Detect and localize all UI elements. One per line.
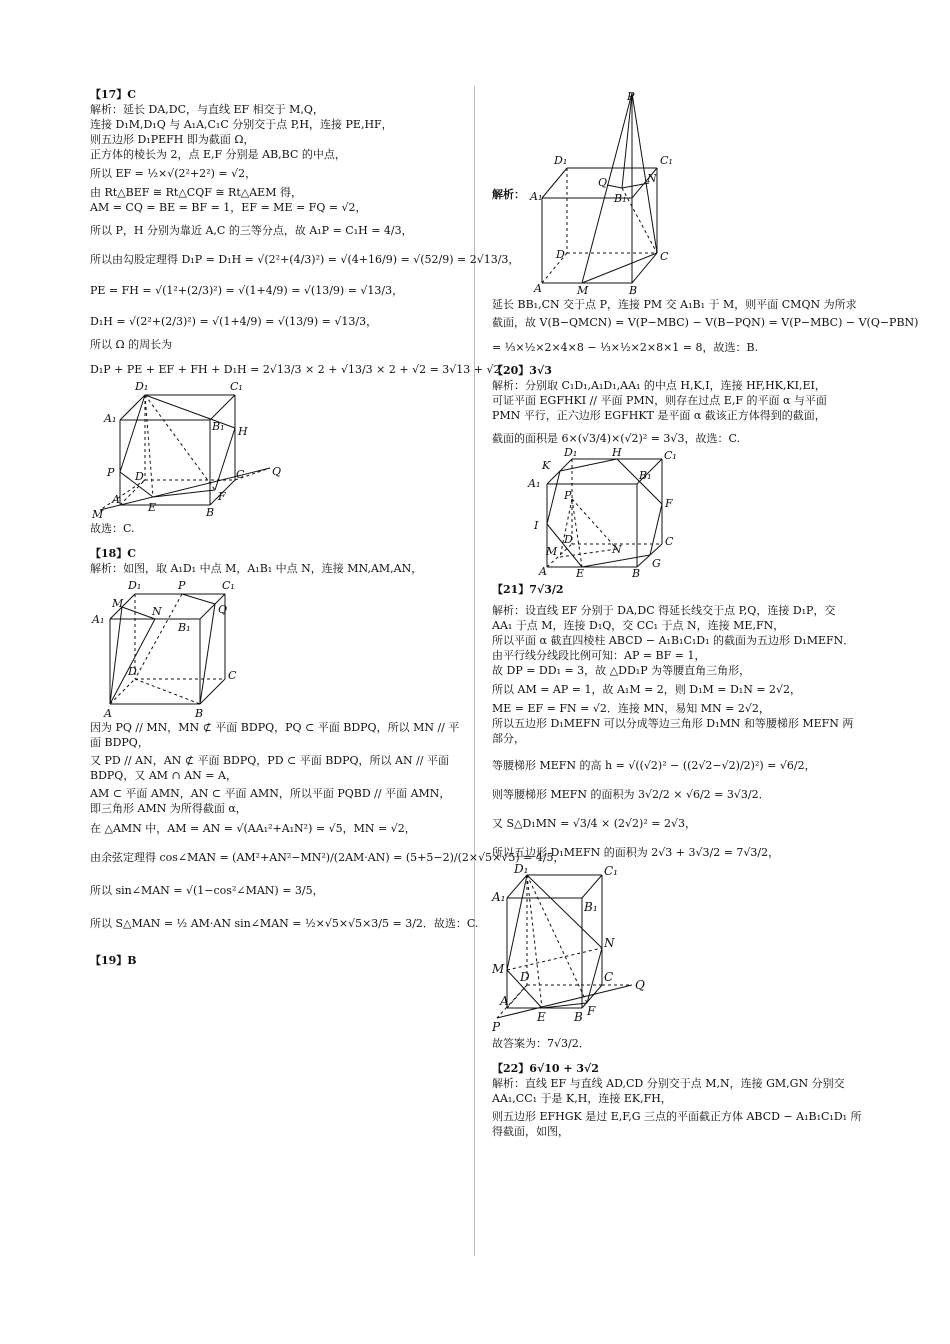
problem-22 xyxy=(492,1062,862,1140)
fig19-label: C xyxy=(660,250,669,263)
fig20-label: C₁ xyxy=(664,449,677,462)
figure-19-cube xyxy=(532,88,712,298)
fig20-label: K xyxy=(542,459,551,472)
text-line: 面 BDPQ， xyxy=(90,736,149,749)
problem-21 xyxy=(492,583,862,1052)
fig18-label: N xyxy=(152,605,162,618)
text-line: 又 S△D₁MN = √3/4 × (2√2)² = 2√3， xyxy=(492,817,696,830)
fig17-label: D₁ xyxy=(135,380,149,393)
fig21-label: B₁ xyxy=(584,900,598,914)
text-line: 所以平面 α 截直四棱柱 ABCD − A₁B₁C₁D₁ 的截面为五边形 D₁MEFN． xyxy=(492,634,855,647)
fig18-label: D₁ xyxy=(128,579,142,592)
fig17-label: B xyxy=(206,506,215,519)
text-line: 解析：如图，取 A₁D₁ 中点 M，A₁B₁ 中点 N，连接 MN,AM,AN， xyxy=(90,562,423,575)
fig18-label: C₁ xyxy=(222,579,235,592)
problem-19-solution xyxy=(492,88,862,298)
problem-17 xyxy=(90,88,520,537)
text-line: 部分， xyxy=(492,732,525,745)
fig18-label: B xyxy=(195,707,204,720)
text-line: AM = CQ = BE = BF = 1，EF = ME = FQ = √2， xyxy=(90,201,367,214)
text-line: 在 △AMN 中，AM = AN = √(AA₁²+A₁N²) = √5，MN = √2， xyxy=(90,822,416,835)
text-line: 所以 Ω 的周长为 xyxy=(90,338,173,351)
text-line: 所以 EF = ½×√(2²+2²) = √2， xyxy=(90,167,257,180)
figure-17-cube xyxy=(90,380,290,520)
fig17-label: P xyxy=(107,466,115,479)
text-line: 解析：分别取 C₁D₁,A₁D₁,AA₁ 的中点 H,K,I，连接 HF,HK,KI,EI， xyxy=(492,379,826,392)
fig19-label: A₁ xyxy=(530,190,543,203)
text-line: ME = EF = FN = √2．连接 MN，易知 MN = 2√2， xyxy=(492,702,770,715)
fig18-label: D xyxy=(128,665,137,678)
text-line: 延长 BB₁,CN 交于点 P，连接 PM 交 A₁B₁ 于 M，则平面 CMQN 为所求 xyxy=(492,298,857,311)
fig20-label: C xyxy=(665,535,674,548)
fig17-label: Q xyxy=(272,465,282,478)
text-line: 解析：延长 DA,DC，与直线 EF 相交于 M,Q， xyxy=(90,103,324,116)
text-line: 截面的面积是 6×(√3/4)×(√2)² = 3√3，故选：C. xyxy=(492,432,740,445)
fig20-label: N xyxy=(612,543,622,556)
problem-22-head: 【22】6√10 + 3√2 xyxy=(492,1062,599,1075)
text-line: BDPQ，又 AM ∩ AN = A， xyxy=(90,769,237,782)
text-line: 所以五边形 D₁MEFN 的面积为 2√3 + 3√3/2 = 7√3/2， xyxy=(492,846,780,859)
fig17-label: H xyxy=(238,425,248,438)
fig20-label: F xyxy=(665,497,673,510)
fig19-label: A xyxy=(534,282,542,295)
text-line: 由平行线分线段比例可知：AP = BF = 1， xyxy=(492,649,706,662)
fig21-label: F xyxy=(587,1004,596,1018)
problem-21-head: 【21】7√3/2 xyxy=(492,583,564,596)
fig21-label: C₁ xyxy=(604,864,618,878)
text-line: 连接 D₁M,D₁Q 与 A₁A,C₁C 分别交于点 P,H，连接 PE,HF， xyxy=(90,118,393,131)
solution-label: 解析： xyxy=(492,188,525,201)
fig21-label: P xyxy=(492,1020,501,1034)
fig19-label: Q xyxy=(598,176,608,189)
fig20-label: D xyxy=(564,533,573,546)
fig19-label: N xyxy=(647,172,657,185)
fig20-label: B₁ xyxy=(639,469,652,482)
text-line: 可证平面 EGFHKI // 平面 PMN，则存在过点 E,F 的平面 α 与平面 xyxy=(492,394,827,407)
fig19-label: D₁ xyxy=(554,154,568,167)
text-line: 等腰梯形 MEFN 的高 h = √((√2)² − ((2√2−√2)/2)²) = √6/2， xyxy=(492,759,816,772)
problem-20 xyxy=(492,364,862,579)
fig18-label: P xyxy=(178,579,186,592)
text-line: 则五边形 EFHGK 是过 E,F,G 三点的平面截正方体 ABCD − A₁B₁C₁D₁ 所 xyxy=(492,1110,862,1123)
text-line: 则五边形 D₁PEFH 即为截面 Ω， xyxy=(90,133,255,146)
fig17-label: F xyxy=(218,490,226,503)
fig21-label: D xyxy=(520,970,530,984)
fig21-label: M xyxy=(492,962,505,976)
fig17-label: M xyxy=(92,508,104,521)
text-line: D₁P + PE + EF + FH + D₁H = 2√13/3 × 2 + √13/3 × 2 + √2 = 3√13 + √2 . xyxy=(90,363,508,376)
fig20-label: I xyxy=(534,519,539,532)
fig21-label: Q xyxy=(635,978,645,992)
text-line: AA₁,CC₁ 于是 K,H，连接 EK,FH， xyxy=(492,1092,672,1105)
figure-21-prism xyxy=(492,863,662,1033)
fig21-label: C xyxy=(604,970,614,984)
fig20-label: M xyxy=(546,545,558,558)
fig18-label: B₁ xyxy=(178,621,191,634)
text-line: 故选：C. xyxy=(90,522,135,535)
fig18-label: Q xyxy=(218,603,228,616)
text-line: 得截面，如图， xyxy=(492,1125,569,1138)
text-line: 即三角形 AMN 为所得截面 α， xyxy=(90,802,247,815)
problem-19-head: 【19】B xyxy=(90,954,137,967)
problem-17-head: 【17】C xyxy=(90,88,137,101)
text-line: AM ⊂ 平面 AMN，AN ⊂ 平面 AMN，所以平面 PQBD // 平面 AMN， xyxy=(90,787,451,800)
fig17-label: B₁ xyxy=(212,420,225,433)
problem-18-head: 【18】C xyxy=(90,547,137,560)
fig20-label: G xyxy=(652,557,661,570)
fig18-label: C xyxy=(228,669,237,682)
fig21-label: D₁ xyxy=(514,862,529,876)
text-line: 所以由勾股定理得 D₁P = D₁H = √(2²+(4/3)²) = √(4+16/9) = √(52/9) = 2√13/3， xyxy=(90,253,520,266)
fig20-label: A₁ xyxy=(528,477,541,490)
text-line: = ⅓×½×2×4×8 − ⅓×½×2×8×1 = 8，故选：B. xyxy=(492,341,759,354)
right-column xyxy=(492,88,919,1140)
fig20-label: B xyxy=(632,567,641,580)
text-line: PE = FH = √(1²+(2/3)²) = √(1+4/9) = √(13/9) = √13/3， xyxy=(90,284,404,297)
text-line: PMN 平行，正六边形 EGFHKT 是平面 α 截该正方体得到的截面， xyxy=(492,409,826,422)
problem-20-head: 【20】3√3 xyxy=(492,364,552,377)
text-line: 解析：直线 EF 与直线 AD,CD 分别交于点 M,N，连接 GM,GN 分别交 xyxy=(492,1077,845,1090)
text-line: 则等腰梯形 MEFN 的面积为 3√2/2 × √6/2 = 3√3/2． xyxy=(492,788,770,801)
fig20-label: P xyxy=(564,489,572,502)
fig21-label: A xyxy=(500,994,509,1008)
fig19-label: B xyxy=(629,284,638,297)
text-line: D₁H = √(2²+(2/3)²) = √(1+4/9) = √(13/9) = √13/3， xyxy=(90,315,378,328)
text-line: 由 Rt△BEF ≅ Rt△CQF ≅ Rt△AEM 得， xyxy=(90,186,302,199)
text-line: 因为 PQ // MN，MN ⊄ 平面 BDPQ，PQ ⊂ 平面 BDPQ，所以 MN // 平 xyxy=(90,721,460,734)
text-line: 正方体的棱长为 2，点 E,F 分别是 AB,BC 的中点， xyxy=(90,148,346,161)
fig20-label: A xyxy=(539,565,547,578)
fig17-label: A₁ xyxy=(104,412,117,425)
text-line: 解析：设直线 EF 分别于 DA,DC 得延长线交于点 P,Q，连接 D₁P，交 xyxy=(492,604,836,617)
figure-20-cube xyxy=(522,446,712,580)
figure-18-cube xyxy=(90,579,290,719)
text-line: 所以 S△MAN = ½ AM·AN sin∠MAN = ½×√5×√5×3/5 = 3/2．故选：C. xyxy=(90,917,479,930)
fig21-label: A₁ xyxy=(492,890,506,904)
fig21-label: E xyxy=(537,1010,546,1024)
text-line: 所以五边形 D₁MEFN 可以分成等边三角形 D₁MN 和等腰梯形 MEFN 两 xyxy=(492,717,854,730)
text-line: 故 DP = DD₁ = 3，故 △DD₁P 为等腰直角三角形， xyxy=(492,664,751,677)
fig20-label: D₁ xyxy=(564,446,578,459)
fig19-label: C₁ xyxy=(660,154,673,167)
fig17-label: E xyxy=(148,501,157,514)
text-line: 所以 sin∠MAN = √(1−cos²∠MAN) = 3/5， xyxy=(90,884,324,897)
fig17-label: D xyxy=(135,470,144,483)
fig18-label: A xyxy=(104,707,112,720)
fig21-label: N xyxy=(604,936,615,950)
fig20-label: E xyxy=(576,567,585,580)
fig17-label: C xyxy=(236,468,245,481)
fig19-label: M xyxy=(577,284,589,297)
text-line: AA₁ 于点 M，连接 D₁Q，交 CC₁ 于点 N，连接 ME,FN， xyxy=(492,619,785,632)
text-line: 由余弦定理得 cos∠MAN = (AM²+AN²−MN²)/(2AM·AN) = (5+5−2)/(2×√5×√5) = 4/5， xyxy=(90,851,565,864)
text-line: 所以 AM = AP = 1，故 A₁M = 2，则 D₁M = D₁N = 2√2， xyxy=(492,683,802,696)
fig19-label: D xyxy=(556,248,565,261)
fig19-label: B₁ xyxy=(614,192,627,205)
fig20-label: H xyxy=(612,446,622,459)
fig21-label: B xyxy=(574,1010,583,1024)
fig17-label: A xyxy=(112,493,120,506)
text-line: 截面，故 V(B−QMCN) = V(P−MBC) − V(B−PQN) = V(P−MBC) − V(Q−PBN) xyxy=(492,316,919,329)
fig17-label: C₁ xyxy=(230,380,243,393)
fig19-label: P xyxy=(627,90,635,103)
text-line: 所以 P，H 分别为靠近 A,C 的三等分点，故 A₁P = C₁H = 4/3， xyxy=(90,224,413,237)
fig18-label: A₁ xyxy=(92,613,105,626)
text-line: 又 PD // AN，AN ⊄ 平面 BDPQ，PD ⊂ 平面 BDPQ，所以 AN // 平面 xyxy=(90,754,450,767)
text-line: 故答案为：7√3/2． xyxy=(492,1037,590,1050)
fig18-label: M xyxy=(112,597,124,610)
